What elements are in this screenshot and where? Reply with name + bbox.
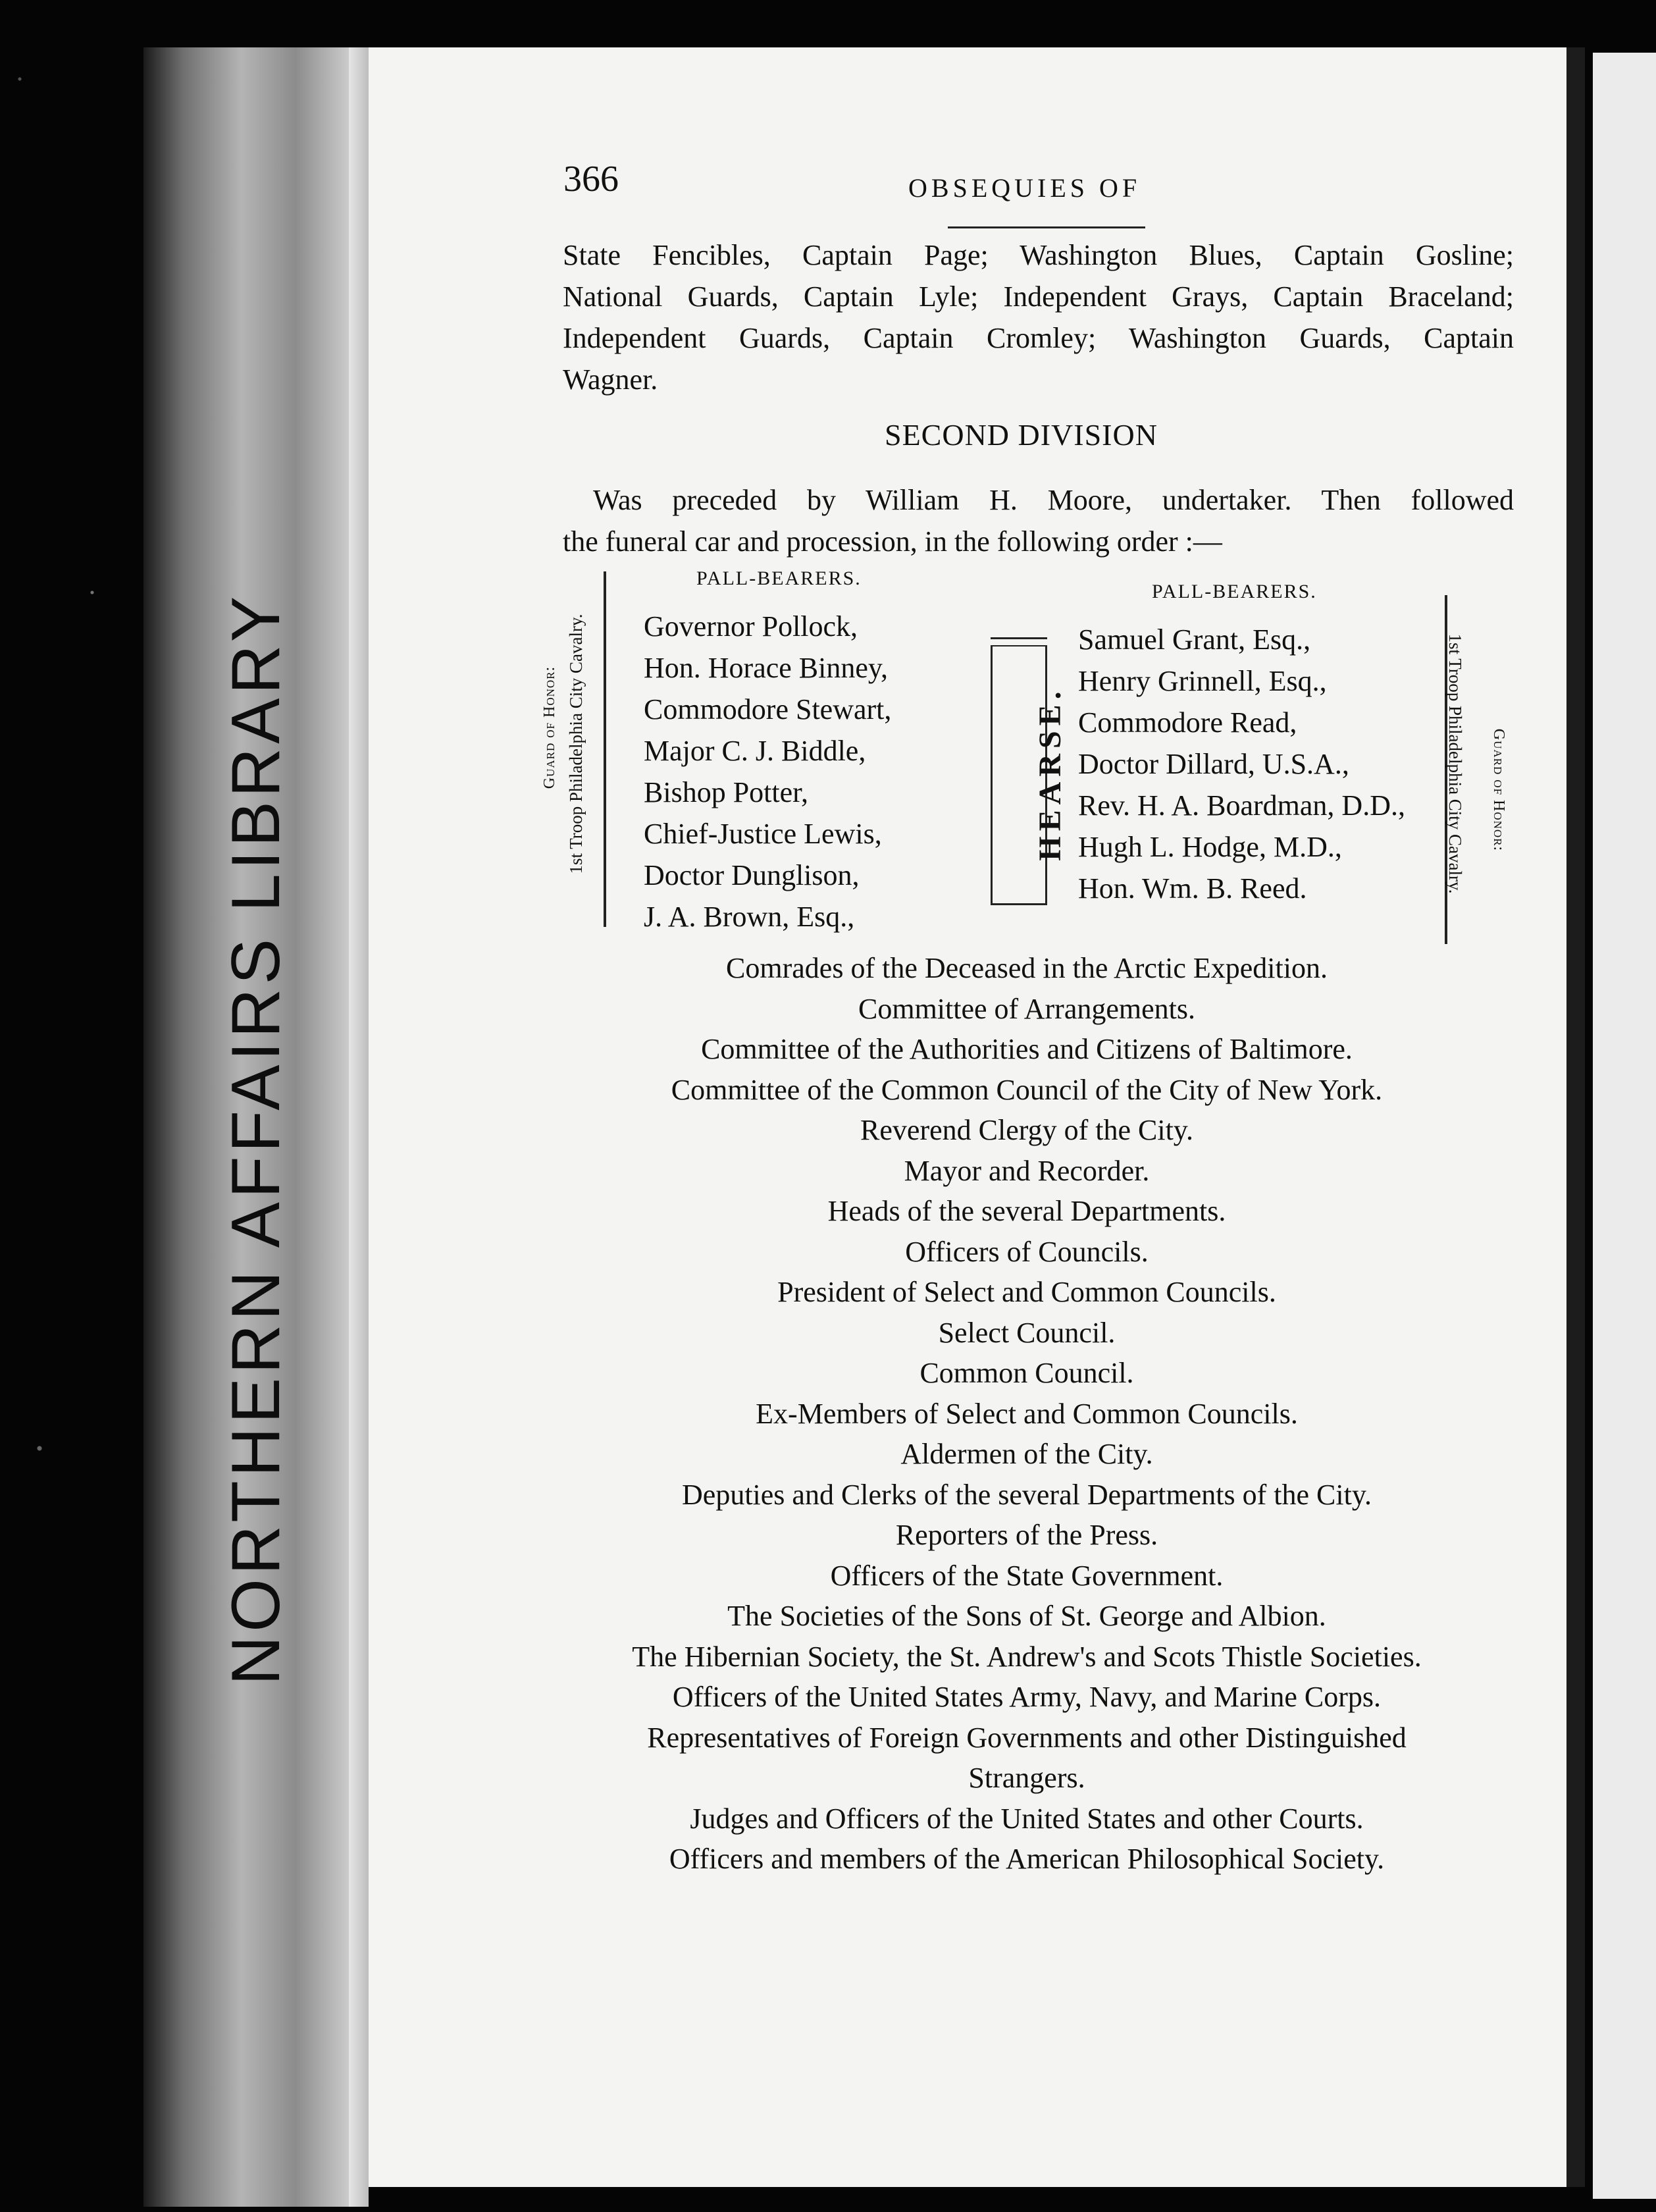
left-bracket-rule	[604, 571, 606, 927]
procession-entry: Judges and Officers of the United States and other Courts.	[690, 1802, 1364, 1835]
paragraph-line: State Fencibles, Captain Page; Washington Blues, Captain Gosline;	[563, 239, 1514, 271]
procession-entry: Aldermen of the City.	[900, 1438, 1153, 1470]
pallbearer-name: Henry Grinnell, Esq.,	[1078, 665, 1327, 697]
pallbearer-name: Samuel Grant, Esq.,	[1078, 623, 1311, 656]
pallbearer-name: Rev. H. A. Boardman, D.D.,	[1078, 789, 1405, 822]
procession-entry: Officers of Councils.	[905, 1235, 1149, 1268]
section-heading: SECOND DIVISION	[885, 418, 1158, 452]
page-shadow	[1566, 47, 1585, 2187]
procession-entry: Ex-Members of Select and Common Councils.	[756, 1397, 1298, 1430]
procession-entry: Committee of the Common Council of the City of New York.	[671, 1073, 1383, 1106]
spine-edge	[349, 47, 369, 2207]
procession-order-list	[540, 948, 1514, 1880]
procession-entry: Reverend Clergy of the City.	[860, 1114, 1193, 1146]
procession-entry: President of Select and Common Councils.	[777, 1276, 1276, 1308]
pallbearer-name: Doctor Dunglison,	[644, 859, 860, 891]
procession-entry: The Societies of the Sons of St. George and Albion.	[727, 1600, 1326, 1632]
procession-entry: Committee of the Authorities and Citizens of Baltimore.	[701, 1033, 1353, 1065]
procession-entry: The Hibernian Society, the St. Andrew's and Scots Thistle Societies.	[632, 1640, 1422, 1673]
procession-entry: Representatives of Foreign Governments and other Distinguished	[647, 1721, 1407, 1754]
section-intro-paragraph	[563, 479, 1514, 562]
procession-entry: Officers of the United States Army, Navy, and Marine Corps.	[672, 1681, 1382, 1713]
paragraph-line: National Guards, Captain Lyle; Independent Grays, Captain Braceland;	[563, 280, 1514, 313]
pallbearer-name: Governor Pollock,	[644, 610, 858, 643]
library-stamp: NORTHERN AFFAIRS LIBRARY	[218, 592, 294, 1685]
intro-paragraph	[563, 234, 1514, 400]
procession-entry: Select Council.	[938, 1316, 1116, 1349]
pallbearers-right-list	[1078, 619, 1405, 909]
pallbearers-right-heading: PALL-BEARERS.	[1152, 581, 1317, 602]
header-rule	[948, 226, 1145, 228]
pallbearer-name: Chief-Justice Lewis,	[644, 818, 882, 850]
pallbearer-name: Commodore Stewart,	[644, 693, 892, 725]
guard-of-honor-right-troop: 1st Troop Philadelphia City Cavalry.	[1445, 633, 1465, 894]
procession-entry: Comrades of the Deceased in the Arctic Expedition.	[726, 952, 1328, 984]
procession-entry: Strangers.	[968, 1762, 1085, 1794]
procession-entry: Heads of the several Departments.	[827, 1195, 1226, 1227]
pallbearer-name: Commodore Read,	[1078, 706, 1297, 739]
paragraph-line: Independent Guards, Captain Cromley; Washington Guards, Captain	[563, 322, 1514, 354]
paragraph-line: the funeral car and procession, in the following order :—	[563, 525, 1222, 558]
pallbearer-name: Doctor Dillard, U.S.A.,	[1078, 748, 1349, 780]
procession-entry: Common Council.	[919, 1357, 1134, 1389]
pallbearer-name: Hugh L. Hodge, M.D.,	[1078, 831, 1342, 863]
paragraph-line: Was preceded by William H. Moore, undertaker. Then followed	[593, 484, 1514, 516]
pallbearers-left-list	[644, 606, 891, 937]
guard-of-honor-left-troop: 1st Troop Philadelphia City Cavalry.	[566, 614, 586, 874]
procession-entry: Committee of Arrangements.	[858, 992, 1195, 1025]
procession-entry: Officers and members of the American Philosophical Society.	[669, 1843, 1385, 1875]
pallbearer-name: Major C. J. Biddle,	[644, 735, 866, 767]
hearse-label: HEARSE.	[1033, 686, 1068, 861]
pallbearer-name: Hon. Wm. B. Reed.	[1078, 872, 1307, 905]
adjacent-page-edge	[1593, 53, 1656, 2199]
paragraph-line: Wagner.	[563, 363, 658, 396]
pallbearers-left-heading: PALL-BEARERS.	[696, 567, 862, 589]
procession-entry: Mayor and Recorder.	[904, 1154, 1150, 1187]
page-number: 366	[563, 159, 619, 199]
pallbearer-name: Bishop Potter,	[644, 776, 809, 808]
pallbearer-name: J. A. Brown, Esq.,	[644, 901, 855, 933]
hearse-top-rule	[991, 637, 1047, 639]
pallbearer-name: Hon. Horace Binney,	[644, 652, 889, 684]
running-title: OBSEQUIES OF	[908, 173, 1141, 203]
guard-of-honor-left-title: Guard of Honor:	[541, 666, 558, 789]
guard-of-honor-right-title: Guard of Honor:	[1490, 728, 1507, 852]
procession-entry: Deputies and Clerks of the several Departments of the City.	[682, 1478, 1372, 1511]
procession-entry: Officers of the State Government.	[830, 1559, 1224, 1592]
procession-entry: Reporters of the Press.	[895, 1519, 1158, 1551]
